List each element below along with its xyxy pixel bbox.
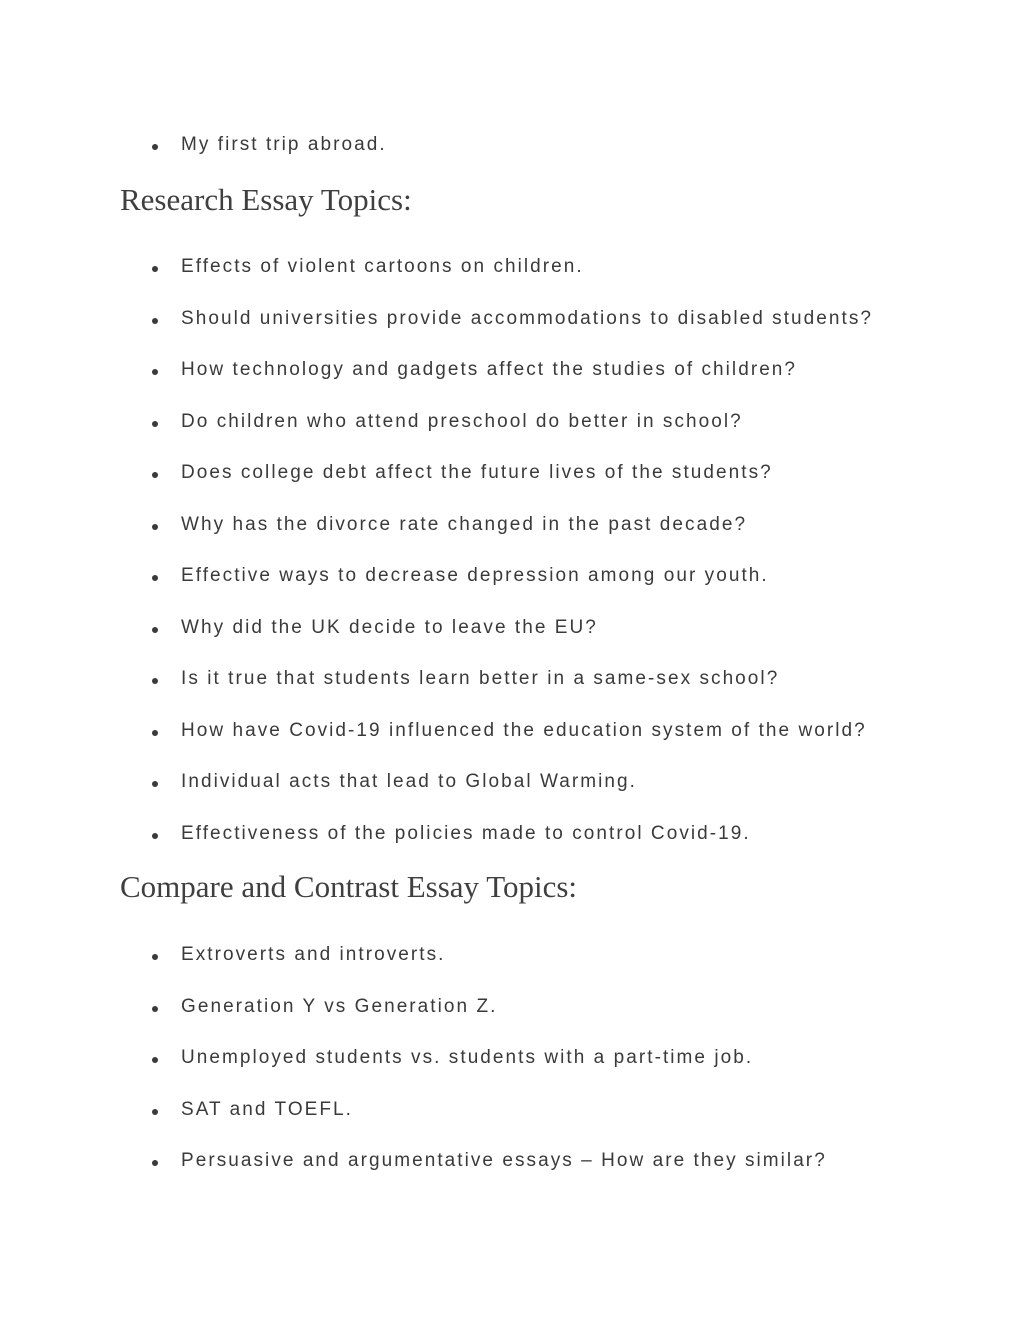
bullet-icon	[152, 524, 158, 530]
bullet-icon	[152, 1109, 158, 1115]
topic-text: Extroverts and introverts.	[181, 944, 446, 965]
list-item	[0, 772, 1024, 824]
compare-contrast-heading: Compare and Contrast Essay Topics:	[120, 869, 578, 904]
topic-text: Effective ways to decrease depression among our youth.	[181, 565, 769, 586]
list-item	[0, 566, 1024, 618]
list-item	[0, 618, 1024, 670]
topic-text: Generation Y vs Generation Z.	[181, 995, 498, 1017]
topic-text: Unemployed students vs. students with a part-time job.	[181, 1047, 754, 1068]
topic-text: How technology and gadgets affect the studies of children?	[181, 359, 798, 380]
topic-text: Should universities provide accommodations to disabled students?	[181, 307, 874, 329]
list-item	[0, 309, 1024, 361]
topic-text: Why has the divorce rate changed in the past decade?	[181, 513, 748, 535]
bullet-icon	[152, 1160, 158, 1166]
bullet-icon	[152, 421, 158, 427]
topic-text: My first trip abroad.	[181, 134, 387, 155]
bullet-icon	[152, 833, 158, 839]
list-item	[0, 360, 1024, 412]
list-item	[0, 824, 1024, 876]
list-item	[0, 135, 1024, 187]
research-heading: Research Essay Topics:	[120, 182, 412, 217]
topic-text: Effects of violent cartoons on children.	[181, 256, 584, 277]
bullet-icon	[152, 954, 158, 960]
list-item	[0, 515, 1024, 567]
bullet-icon	[152, 627, 158, 633]
list-item	[0, 412, 1024, 464]
bullet-icon	[152, 678, 158, 684]
bullet-icon	[152, 369, 158, 375]
list-item	[0, 669, 1024, 721]
list-item	[0, 257, 1024, 309]
bullet-icon	[152, 1006, 158, 1012]
list-item	[0, 945, 1024, 997]
topic-text: Is it true that students learn better in a same-sex school?	[181, 668, 780, 689]
topic-text: Do children who attend preschool do better in school?	[181, 410, 743, 432]
bullet-icon	[152, 318, 158, 324]
list-item	[0, 463, 1024, 515]
topic-text: Persuasive and argumentative essays – How are they similar?	[181, 1150, 827, 1171]
compare-topic-list	[0, 945, 1024, 1203]
bullet-icon	[152, 730, 158, 736]
intro-topic-list	[0, 135, 1024, 187]
bullet-icon	[152, 472, 158, 478]
topic-text: Does college debt affect the future lives of the students?	[181, 462, 773, 483]
bullet-icon	[152, 1057, 158, 1063]
research-topic-list	[0, 257, 1024, 875]
bullet-icon	[152, 144, 158, 150]
list-item	[0, 1100, 1024, 1152]
list-item	[0, 721, 1024, 773]
topic-text: Why did the UK decide to leave the EU?	[181, 616, 598, 638]
topic-text: Effectiveness of the policies made to control Covid-19.	[181, 822, 751, 844]
bullet-icon	[152, 575, 158, 581]
topic-text: SAT and TOEFL.	[181, 1098, 353, 1120]
list-item	[0, 1048, 1024, 1100]
bullet-icon	[152, 781, 158, 787]
topic-text: How have Covid-19 influenced the education system of the world?	[181, 719, 867, 741]
list-item	[0, 1151, 1024, 1203]
list-item	[0, 997, 1024, 1049]
topic-text: Individual acts that lead to Global Warming.	[181, 771, 637, 792]
bullet-icon	[152, 266, 158, 272]
